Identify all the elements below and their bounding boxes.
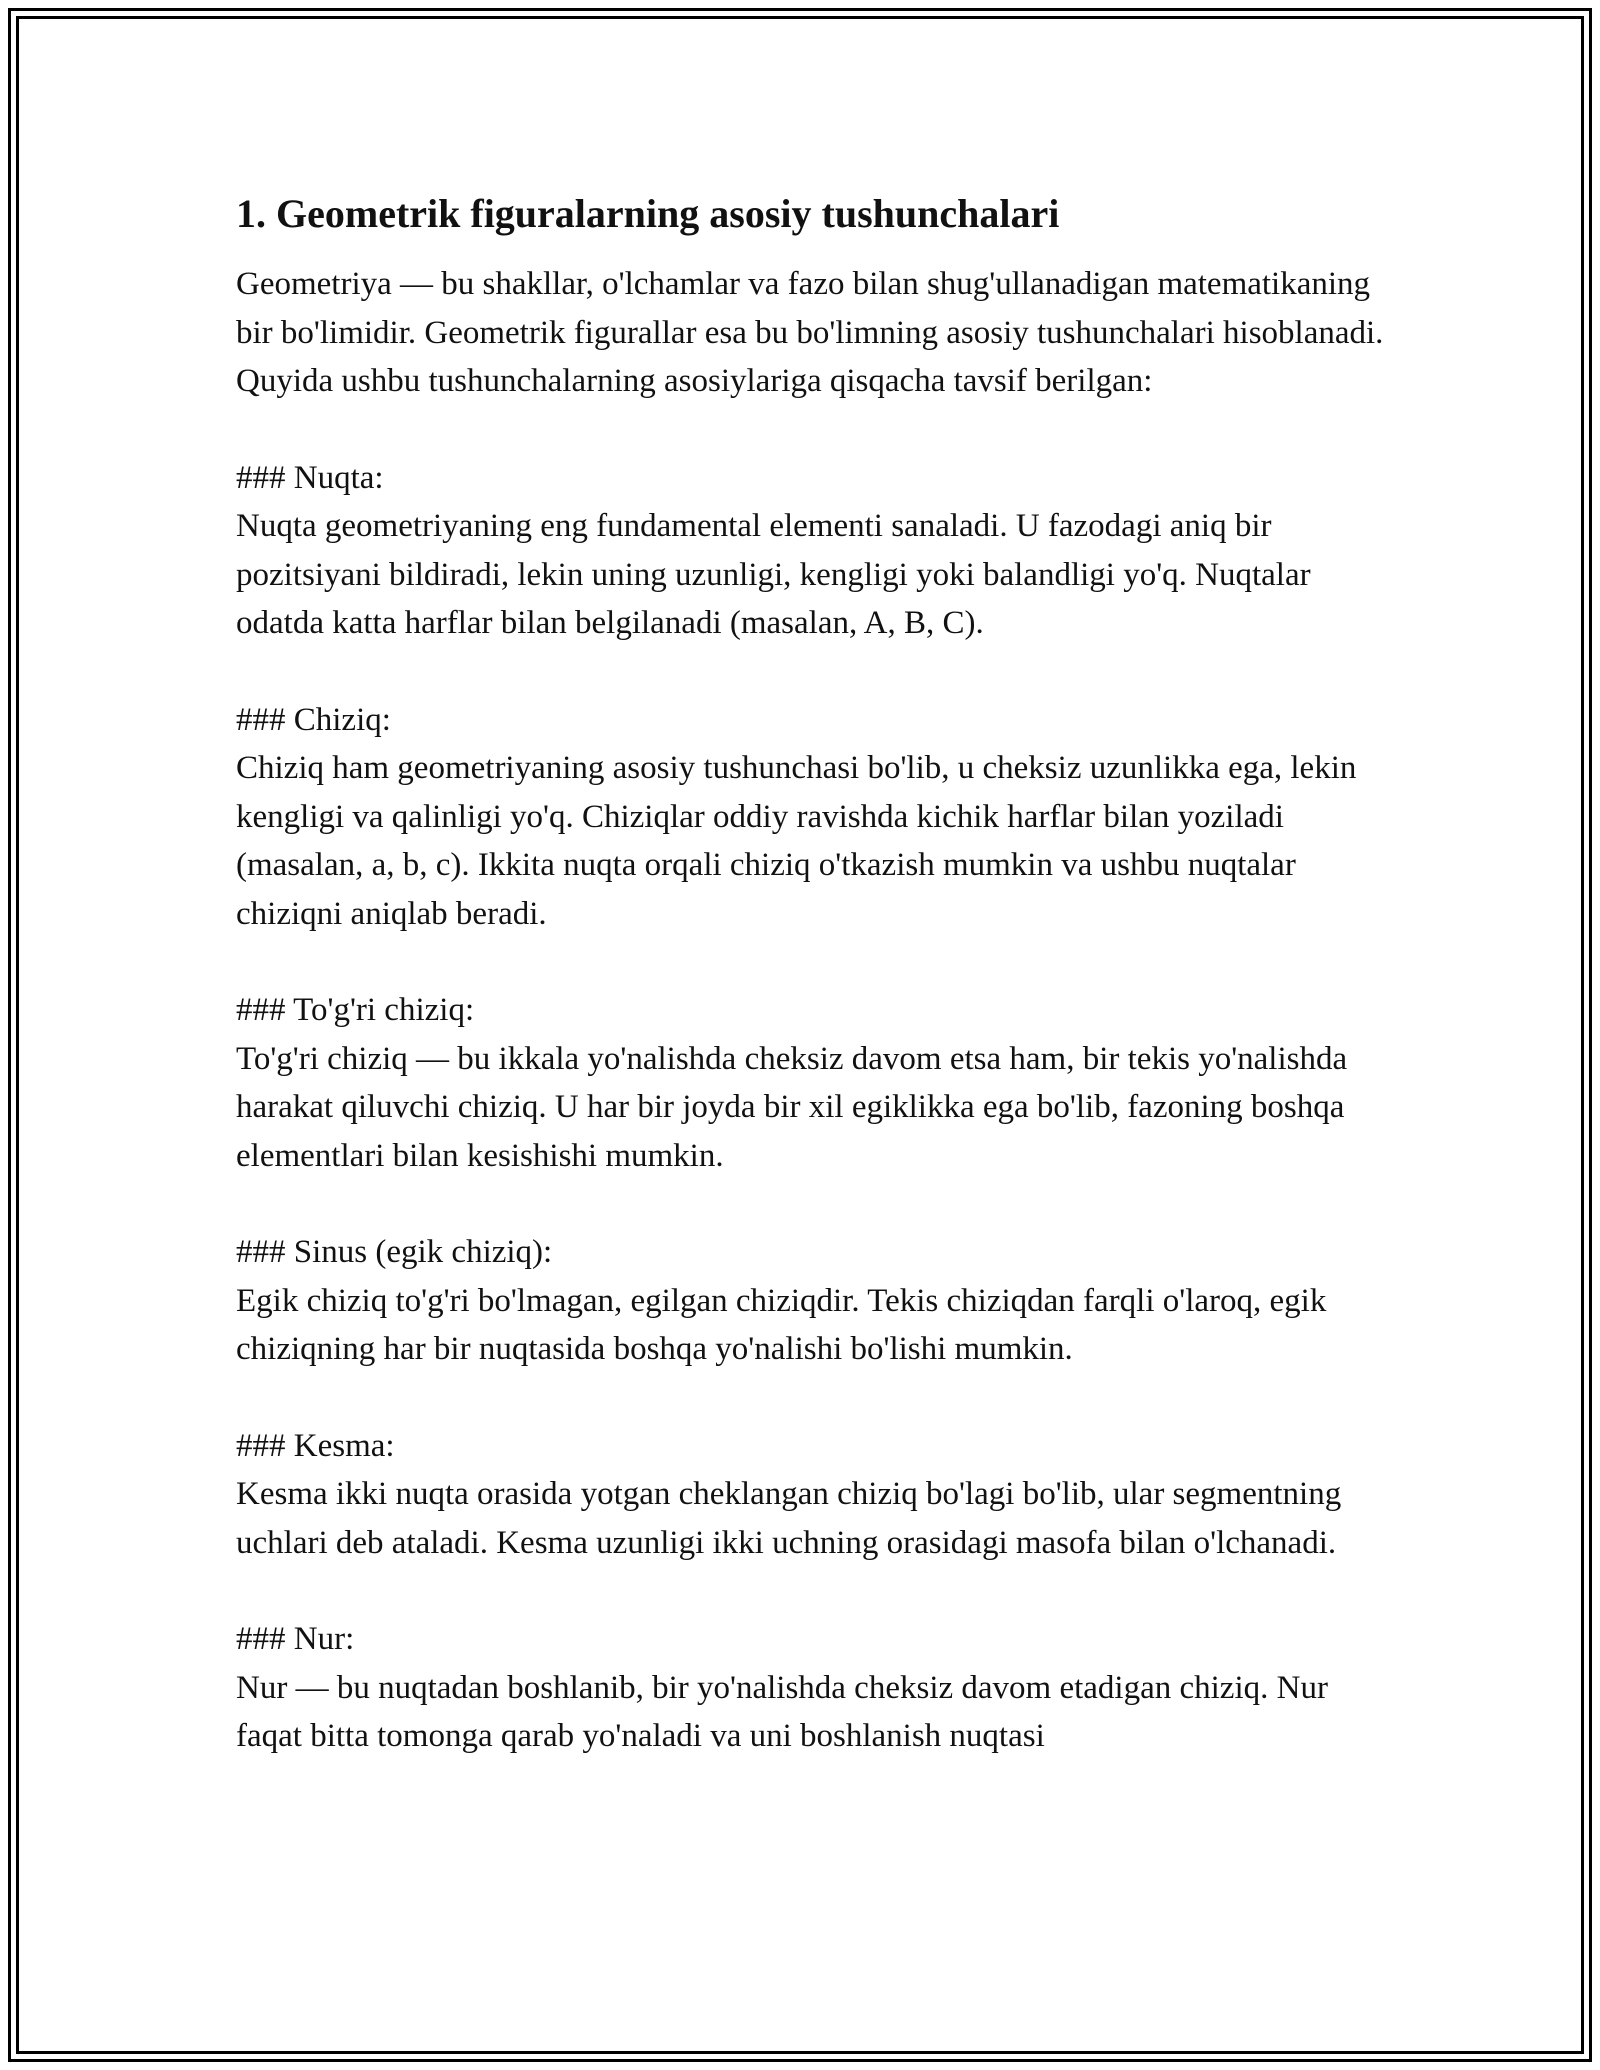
section-body: To'g'ri chiziq — bu ikkala yo'nalishda cheksiz davom etsa ham, bir tekis yo'nalishda harakat qiluvchi chiziq. U har bir joyda bir xil egiklikka ega bo'lib, fazoning boshqa elementlari bilan kesishishi mumkin. (236, 1040, 1348, 1174)
section-heading: ### Kesma: (236, 1427, 395, 1464)
section-body: Egik chiziq to'g'ri bo'lmagan, egilgan chiziqdir. Tekis chiziqdan farqli o'laroq, egik chiziqning har bir nuqtasida boshqa yo'nalishi bo'lishi mumkin. (236, 1282, 1327, 1367)
section-heading: ### Nuqta: (236, 459, 384, 496)
section-nur (236, 1615, 1386, 1761)
section-chiziq (236, 696, 1386, 939)
section-body: Chiziq ham geometriyaning asosiy tushunchasi bo'lib, u cheksiz uzunlikka ega, lekin kengligi va qalinligi yo'q. Chiziqlar oddiy ravishda kichik harflar bilan yoziladi (masalan, a, b, c). Ikkita nuqta orqali chiziq o'tkazish mumkin va ushbu nuqtalar chiziqni aniqlab beradi. (236, 750, 1357, 932)
document-page (236, 186, 1386, 1761)
section-body: Nuqta geometriyaning eng fundamental elementi sanaladi. U fazodagi aniq bir pozitsiyani bildiradi, lekin uning uzunligi, kengligi yoki balandligi yo'q. Nuqtalar odatda katta harflar bilan belgilanadi (masalan, A, B, C). (236, 508, 1311, 641)
document-title: 1. Geometrik figuralarning asosiy tushunchalari (236, 191, 1060, 236)
section-kesma (236, 1422, 1386, 1568)
section-nuqta (236, 454, 1386, 648)
section-sinus (236, 1228, 1386, 1374)
section-heading: ### Chiziq: (236, 701, 391, 738)
section-togri-chiziq (236, 986, 1386, 1180)
section-body: Kesma ikki nuqta orasida yotgan cheklangan chiziq bo'lagi bo'lib, ular segmentning uchlari deb ataladi. Kesma uzunligi ikki uchning orasidagi masofa bilan o'lchanadi. (236, 1476, 1342, 1561)
section-heading: ### Nur: (236, 1621, 355, 1657)
intro-paragraph: Geometriya — bu shakllar, o'lchamlar va fazo bilan shug'ullanadigan matematikaning bir bo'limidir. Geometrik figurallar esa bu bo'limning asosiy tushunchalari hisoblanadi. Quyida ushbu tushunchalarning asosiylariga qisqacha tavsif berilgan: (236, 266, 1384, 399)
section-heading: ### To'g'ri chiziq: (236, 992, 475, 1028)
section-heading: ### Sinus (egik chiziq): (236, 1234, 553, 1270)
section-body: Nur — bu nuqtadan boshlanib, bir yo'nalishda cheksiz davom etadigan chiziq. Nur faqat bitta tomonga qarab yo'naladi va uni boshlanish nuqtasi (236, 1669, 1328, 1754)
